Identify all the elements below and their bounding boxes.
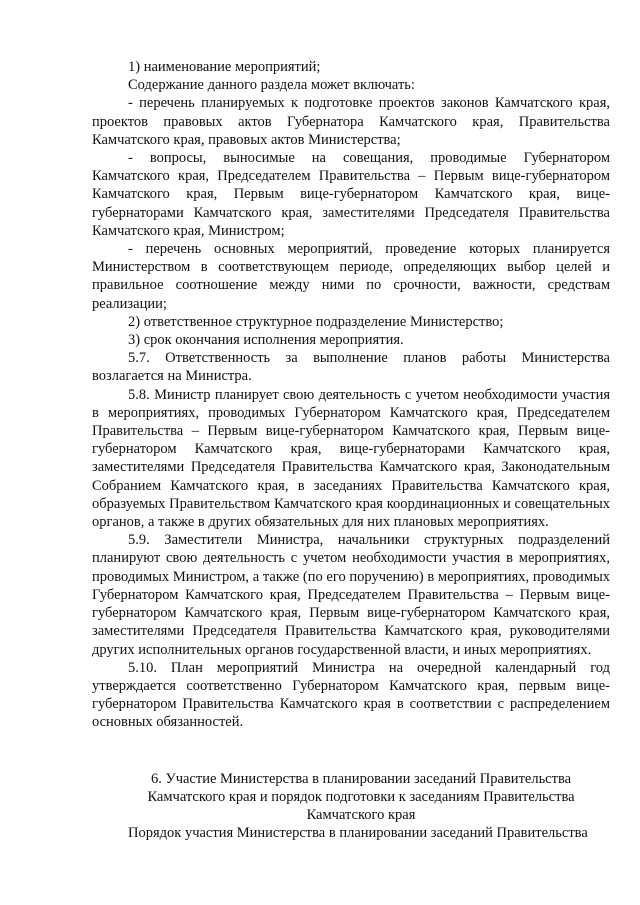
bullet-meeting-questions: - вопросы, выносимые на совещания, проводимые Губернатором Камчатского края, Председателем Правительства – Первым вице-губернатором Камчатского края, Первым вице-губернатором Камчатского края, вице-губернаторами Камчатского края, заместителями Председателя Правительства Камчатского края, Министром;	[92, 150, 610, 239]
section-heading-line-3: Камчатского края	[306, 806, 416, 823]
section-6-heading	[92, 770, 610, 825]
clause-5-10: 5.10. План мероприятий Министра на очередной календарный год утверждается соответственно Губернатором Камчатского края, первым вице-губернатором Правительства Камчатского края в соответствии с распределением основных обязанностей.	[92, 659, 610, 731]
clause-5-9: 5.9. Заместители Министра, начальники структурных подразделений планируют свою деятельность с учетом необходимости участия в мероприятиях, проводимых Министром, а также (по его поручению) в мероприятиях, проводимых Губернатором Камчатского края, Председателем Правительства – Первым вице-губернатором Камчатского края, Первым вице-губернатором Камчатского края, заместителями Председателя Правительства Камчатского края, руководителями других исполнительных органов государственной власти, и иных мероприятиях.	[92, 532, 610, 658]
section-heading-line-2: Камчатского края и порядок подготовки к заседаниям Правительства	[147, 788, 575, 805]
list-item-name-of-events: 1) наименование мероприятий;	[128, 59, 321, 75]
section-content-intro: Содержание данного раздела может включать:	[128, 77, 415, 94]
section-gap	[92, 732, 610, 770]
list-item-responsible-unit: 2) ответственное структурное подразделение Министерство;	[128, 313, 504, 330]
list-item-deadline: 3) срок окончания исполнения мероприятия.	[128, 332, 404, 349]
document-page	[92, 58, 610, 842]
section-heading-line-1: 6. Участие Министерства в планировании заседаний Правительства	[150, 770, 572, 787]
clause-5-7: 5.7. Ответственность за выполнение планов работы Министерства возлагается на Министра.	[92, 350, 610, 385]
clause-5-8: 5.8. Министр планирует свою деятельность с учетом необходимости участия в мероприятиях, проводимых Губернатором Камчатского края, Председателем Правительства – Первым вице-губернатором Камчатского края, Первым вице-губернатором Камчатского края, вице-губернаторами Камчатского края, заместителями Председателя Правительства Камчатского края, Законодательным Собранием Камчатского края, в заседаниях Правительства Камчатского края, образуемых Правительством Камчатского края координационных и совещательных органов, а также в других обязательных для них плановых мероприятиях.	[92, 386, 610, 531]
bullet-main-events: - перечень основных мероприятий, проведение которых планируется Министерством в соответствующем периоде, определяющих выбор целей и правильное соотношение между ними по срочности, важности, средствам реализации;	[92, 241, 610, 312]
section-6-first-paragraph: Порядок участия Министерства в планировании заседаний Правительства	[128, 825, 588, 842]
bullet-draft-laws: - перечень планируемых к подготовке проектов законов Камчатского края, проектов правовых актов Губернатора Камчатского края, Правительства Камчатского края, правовых актов Министерства;	[92, 95, 610, 148]
